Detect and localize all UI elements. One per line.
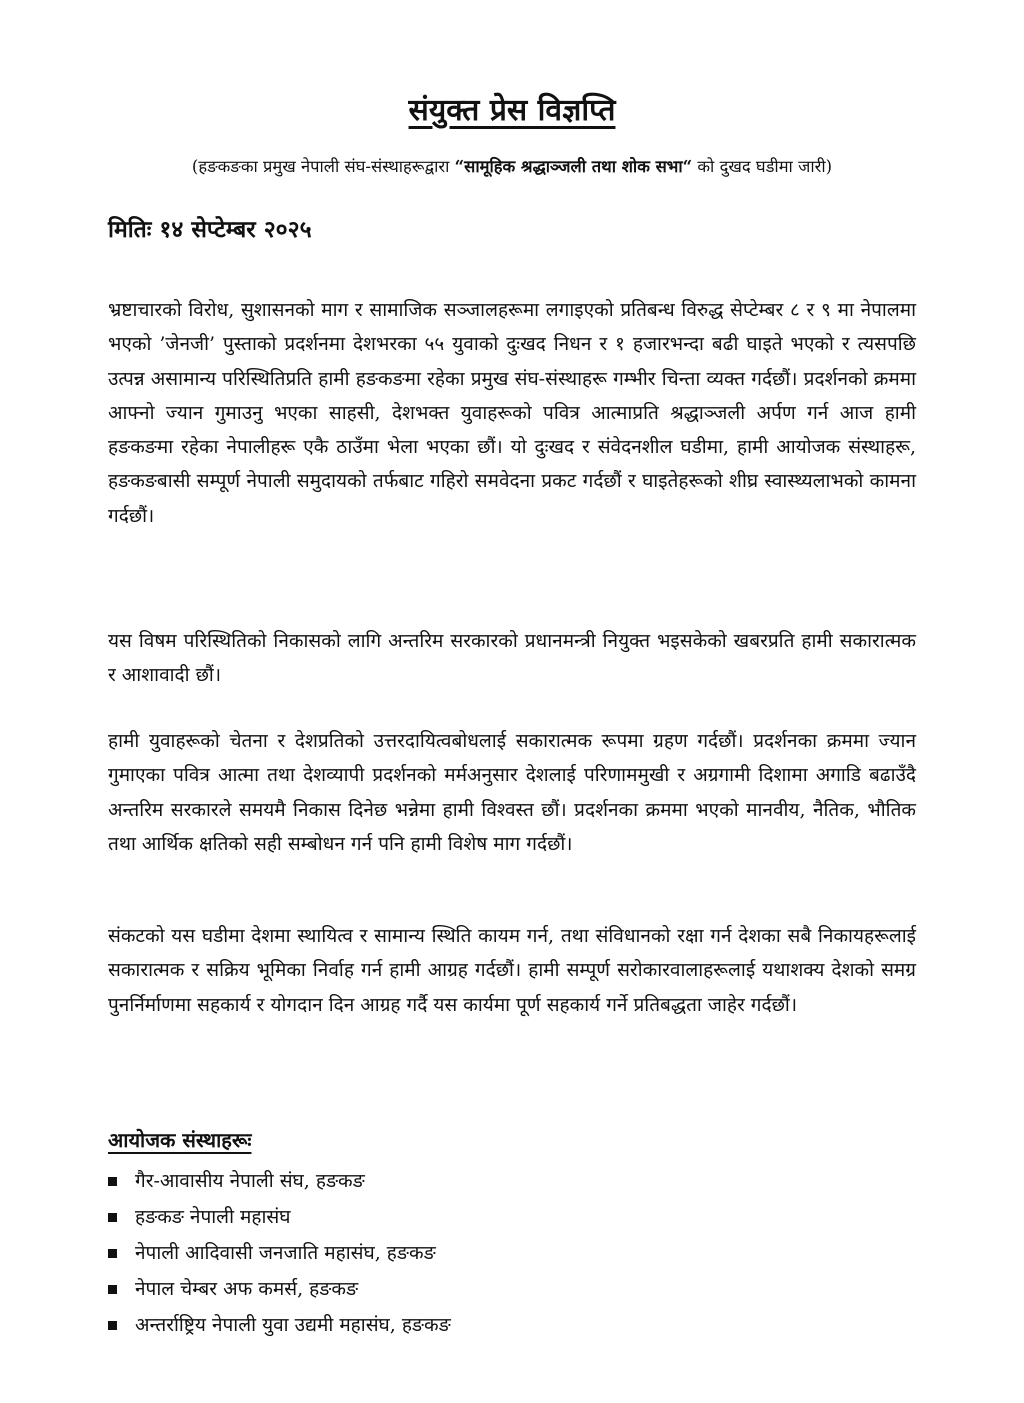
list-item [108, 1235, 451, 1271]
square-bullet-icon [108, 1321, 117, 1330]
paragraph-condolence: भ्रष्टाचारको विरोध, सुशासनको माग र सामाजिक सञ्जालहरूमा लगाइएको प्रतिबन्ध विरुद्ध सेप्टेम्बर ८ र ९ मा नेपालमा भएको ’जेनजी’ पुस्ताको प्रदर्शनमा देशभरका ५५ युवाको दुःखद निधन र १ हजारभन्दा बढी घाइते भएको र त्यसपछि उत्पन्न असामान्य परिस्थितिप्रति हामी हङकङमा रहेका प्रमुख संघ-संस्थाहरू गम्भीर चिन्ता व्यक्त गर्दछौं। प्रदर्शनको क्रममा आफ्नो ज्यान गुमाउनु भएका साहसी, देशभक्त युवाहरूको पवित्र आत्माप्रति श्रद्धाञ्जली अर्पण गर्न आज हामी हङकङमा रहेका नेपालीहरू एकै ठाउँमा भेला भएका छौं। यो दुःखद र संवेदनशील घडीमा, हामी आयोजक संस्थाहरू, हङकङबासी सम्पूर्ण नेपाली समुदायको तर्फबाट गहिरो समवेदना प्रकट गर्दछौं र घाइतेहरूको शीघ्र स्वास्थ्यलाभको कामना गर्दछौं। [108, 299, 916, 527]
organizer-name: अन्तर्राष्ट्रिय नेपाली युवा उद्यमी महासंघ, हङकङ [135, 1314, 451, 1336]
square-bullet-icon [108, 1213, 117, 1222]
list-item [108, 1271, 451, 1307]
page-title [0, 88, 1024, 129]
square-bullet-icon [108, 1177, 117, 1186]
list-item [108, 1199, 451, 1235]
subtitle [60, 154, 964, 177]
organizer-name: नेपाल चेम्बर अफ कमर्स, हङकङ [135, 1278, 359, 1300]
subtitle-prefix: (हङकङका प्रमुख नेपाली संघ-संस्थाहरूद्वारा [191, 157, 455, 176]
square-bullet-icon [108, 1249, 117, 1258]
organizers-heading: आयोजक संस्थाहरूः [108, 1128, 252, 1152]
organizer-name: गैर-आवासीय नेपाली संघ, हङकङ [135, 1170, 365, 1192]
release-date: मितिः १४ सेप्टेम्बर २०२५ [108, 216, 312, 243]
paragraph-appeal: संकटको यस घडीमा देशमा स्थायित्व र सामान्य स्थिति कायम गर्न, तथा संविधानको रक्षा गर्न देशका सबै निकायहरूलाई सकारात्मक र सक्रिय भूमिका निर्वाह गर्न हामी आग्रह गर्दछौं। हामी सम्पूर्ण सरोकारवालाहरूलाई यथाशक्य देशको समग्र पुनर्निर्माणमा सहकार्य र योगदान दिन आग्रह गर्दै यस कार्यमा पूर्ण सहकार्य गर्ने प्रतिबद्धता जाहेर गर्दछौं। [108, 925, 916, 1016]
list-item [108, 1307, 451, 1343]
paragraph-interim-government: यस विषम परिस्थितिको निकासको लागि अन्तरिम सरकारको प्रधानमन्त्री नियुक्त भइसकेको खबरप्रति हामी सकारात्मक र आशावादी छौं। [108, 630, 916, 687]
organizer-name: नेपाली आदिवासी जनजाति महासंघ, हङकङ [135, 1242, 436, 1264]
list-item [108, 1163, 451, 1199]
subtitle-highlight: “सामूहिक श्रद्धाञ्जली तथा शोक सभा“ [454, 157, 693, 176]
paragraph-youth-awareness: हामी युवाहरूको चेतना र देशप्रतिको उत्तरदायित्वबोधलाई सकारात्मक रूपमा ग्रहण गर्दछौं। प्रदर्शनका क्रममा ज्यान गुमाएका पवित्र आत्मा तथा देशव्यापी प्रदर्शनको मर्मअनुसार देशलाई परिणाममुखी र अग्रगामी दिशामा अगाडि बढाउँदै अन्तरिम सरकारले समयमै निकास दिनेछ भन्नेमा हामी विश्वस्त छौं। प्रदर्शनका क्रममा भएको मानवीय, नैतिक, भौतिक तथा आर्थिक क्षतिको सही सम्बोधन गर्न पनि हामी विशेष माग गर्दछौं। [108, 730, 916, 855]
organizers-list [108, 1163, 451, 1343]
square-bullet-icon [108, 1285, 117, 1294]
title-text: संयुक्त प्रेस विज्ञप्ति [408, 93, 616, 128]
subtitle-suffix: को दुखद घडीमा जारी) [692, 157, 833, 176]
organizer-name: हङकङ नेपाली महासंघ [135, 1206, 291, 1228]
